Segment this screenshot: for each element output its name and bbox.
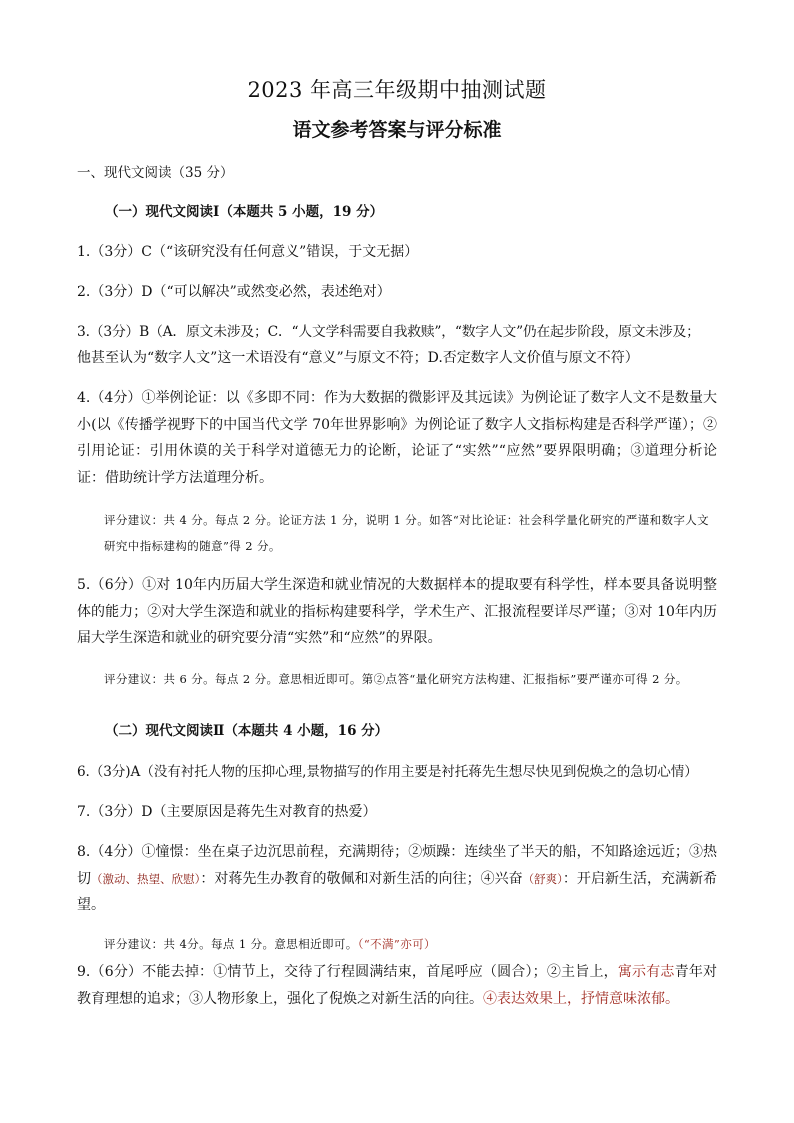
q8-scoring-note: [77, 931, 717, 957]
q8-red-1: （激动、热望、欣慰）: [91, 871, 201, 886]
q8-text-b: ：对蒋先生办教育的敬佩和对新生活的向往；④兴奋: [200, 870, 523, 887]
q8-red-2: （舒爽）: [522, 871, 563, 886]
q9-text-a: 9.（6分）不能去掉：①情节上，交待了行程圆满结束，首尾呼应（圆合）；②主旨上，: [77, 964, 618, 980]
answer-q3-line2: 他甚至认为“数字人文”这一术语没有“意义”与原文不符；D.否定数字人文价值与原文不符）: [77, 350, 639, 366]
part1-heading: 一、现代文阅读（35 分）: [77, 165, 234, 181]
section2-heading: （二）现代文阅读Ⅱ（本题共 4 小题，16 分）: [105, 723, 389, 739]
q5-scoring-note: 评分建议：共 6 分。每点 2 分。意思相近即可。第②点答“量化研究方法构建、汇报指标”要严谨亦可得 2 分。: [104, 672, 688, 686]
page-subtitle: 语文参考答案与评分标准: [292, 119, 502, 141]
answer-q8: [77, 839, 717, 919]
answer-q3-line1: 3.（3分）B（A．原文未涉及；C．“人文学科需要自我救赎”，“数字人文”仍在起步阶段，原文未涉及；: [77, 324, 700, 340]
q9-red-2: ④表达效果上，抒情意味浓郁。: [483, 990, 679, 1007]
q4-scoring-note: 评分建议：共 4 分。每点 2 分。论证方法 1 分，说明 1 分。如答“对比论证：社会科学量化研究的严谨和数字人文研究中指标建构的随意”得 2 分。: [104, 513, 710, 553]
section1-heading: （一）现代文阅读Ⅰ（本题共 5 小题，19 分）: [105, 204, 384, 220]
answer-q4: 4.（4分）①举例论证：以《多即不同：作为大数据的微影评及其远读》为例论证了数字人文不是数量大小(以《传播学视野下的中国当代文学 70年世界影响》为例论证了数字人文指标构建是否科学严谨）；②引用论证：引用休谟的关于科学对道德无力的论断，论证了“实然”“应然”要界限明确；③道理分析论证：借助统计学方法道理分析。: [77, 390, 717, 486]
answer-q2: 2.（3分）D（“可以解决”或然变必然，表述绝对）: [77, 284, 391, 300]
page-title: 2023 年高三年级期中抽测试题: [247, 78, 547, 102]
q8-text-c: ：开启新生活，充满新希望。: [77, 870, 718, 913]
answer-q9: [77, 959, 717, 1012]
q9-red-1: 寓示有志: [617, 964, 675, 980]
answer-q6: 6.（3分)A（没有衬托人物的压抑心理,景物描写的作用主要是衬托蒋先生想尽快见到倪焕之的急切心情）: [77, 764, 698, 780]
q8-text-a: 8.（4分）①憧憬：坐在桌子边沉思前程，充满期待；②烦躁：连续坐了半天的船，不知路途远近；③热切: [77, 844, 717, 887]
q9-text-b: 青年对教育理想的追求；③人物形象上，强化了倪焕之对新生活的向往。: [77, 964, 718, 1007]
q8-note-text: 评分建议：共 4分。每点 1 分。意思相近即可。: [104, 937, 358, 951]
q8-note-red: （“不满”亦可）: [357, 937, 436, 951]
answer-q1: 1.（3分）C（“该研究没有任何意义”错误，于文无据）: [77, 244, 419, 260]
answer-q7: 7.（3分）D（主要原因是蒋先生对教育的热爱）: [77, 804, 377, 820]
answer-q5: 5.（6分）①对 10年内历届大学生深造和就业情况的大数据样本的提取要有科学性，样本要具备说明整体的能力；②对大学生深造和就业的指标构建要科学，学术生产、汇报流程要详尽严谨；③对 10年内历届大学生深造和就业的研究要分清“实然”和“应然”的界限。: [77, 577, 717, 646]
